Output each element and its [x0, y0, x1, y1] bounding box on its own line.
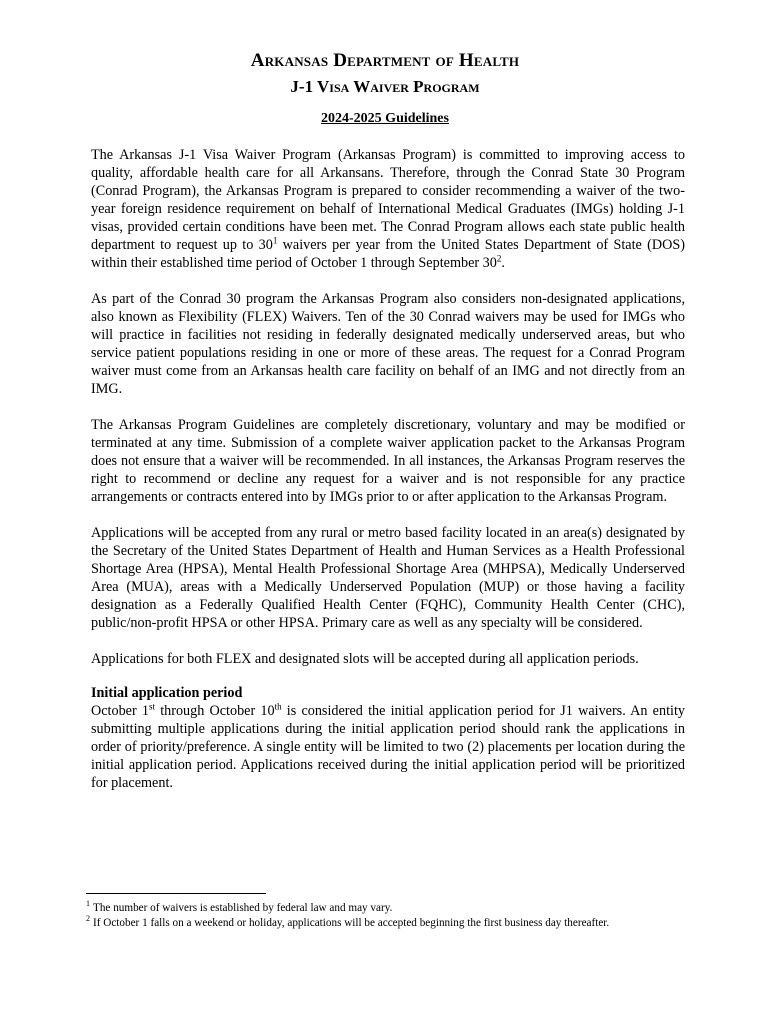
footnote-1-text: The number of waivers is established by federal law and may vary.: [93, 902, 393, 914]
flex-paragraph: As part of the Conrad 30 program the Arkansas Program also considers non-designated applications, also known as Flexibility (FLEX) Waivers. Ten of the 30 Conrad waivers may be used for IMGs who will practice in facilities not residing in federally designated medically underserved areas, but who service patient populations residing in one or more of these areas. The request for a Conrad Program waiver must come from an Arkansas health care facility on behalf of an IMG and not directly from an IMG.: [91, 291, 685, 397]
footnote-2: [86, 916, 706, 931]
department-title: Arkansas Department of Health: [250, 50, 520, 71]
footnote-divider: [86, 893, 266, 894]
ordinal-th: th: [274, 701, 282, 712]
footnote-ref-1: 1: [272, 235, 278, 246]
initial-period-text-1: October 1: [91, 703, 149, 719]
intro-text-2: waivers per year from the United States Department of State (DOS) within their established time period of October 1 through September 30: [91, 237, 685, 271]
footnote-1: [86, 901, 706, 916]
initial-period-text-3: is considered the initial application period for J1 waivers. An entity submitting multiple applications during the initial application period should rank the applications in order of priority/preference. A single entity will be limited to two (2) placements per location during the initial application period. Applications received during the initial application period will be prioritized for placement.: [91, 703, 685, 791]
footnote-1-number: 1: [86, 899, 90, 909]
ordinal-st: st: [148, 701, 155, 712]
guidelines-subtitle: 2024-2025 Guidelines: [321, 111, 449, 126]
intro-paragraph: [91, 146, 685, 272]
footnote-2-number: 2: [86, 914, 90, 924]
intro-text-3: .: [501, 255, 505, 271]
slots-paragraph: Applications for both FLEX and designated slots will be accepted during all application periods.: [91, 651, 639, 667]
program-title: J-1 Visa Waiver Program: [290, 77, 480, 96]
eligibility-paragraph: Applications will be accepted from any rural or metro based facility located in an area(s) designated by the Secretary of the United States Department of Health and Human Services as a Health Professional Shortage Area (HPSA), Mental Health Professional Shortage Area (MHPSA), Medically Underserved Area (MUA), areas with a Medically Underserved Population (MUP) or those having a facility designation as a Federally Qualified Health Center (FQHC), Community Health Center (CHC), public/non-profit HPSA or other HPSA. Primary care as well as any specialty will be considered.: [91, 525, 685, 631]
footnote-2-text: If October 1 falls on a weekend or holiday, applications will be accepted beginning the first business day thereafter.: [93, 917, 610, 929]
discretionary-paragraph: The Arkansas Program Guidelines are completely discretionary, voluntary and may be modified or terminated at any time. Submission of a complete waiver application packet to the Arkansas Program does not ensure that a waiver will be recommended. In all instances, the Arkansas Program reserves the right to recommend or decline any request for a waiver and is not responsible for any practice arrangements or contracts entered into by IMGs prior to or after application to the Arkansas Program.: [91, 417, 685, 505]
footnotes: [86, 901, 706, 931]
intro-text-1: The Arkansas J-1 Visa Waiver Program (Arkansas Program) is committed to improving access to quality, affordable health care for all Arkansans. Therefore, through the Conrad State 30 Program (Conrad Program), the Arkansas Program is prepared to consider recommending a waiver of the two-year foreign residence requirement on behalf of International Medical Graduates (IMGs) holding J-1 visas, provided certain conditions have been met. The Conrad Program allows each state public health department to request up to 30: [91, 147, 685, 253]
initial-period-heading: Initial application period: [91, 685, 243, 701]
footnote-ref-2: 2: [496, 253, 502, 264]
document-body: [91, 146, 685, 810]
initial-period-text-2: through October 10: [155, 703, 275, 719]
initial-period-section: [91, 684, 685, 792]
